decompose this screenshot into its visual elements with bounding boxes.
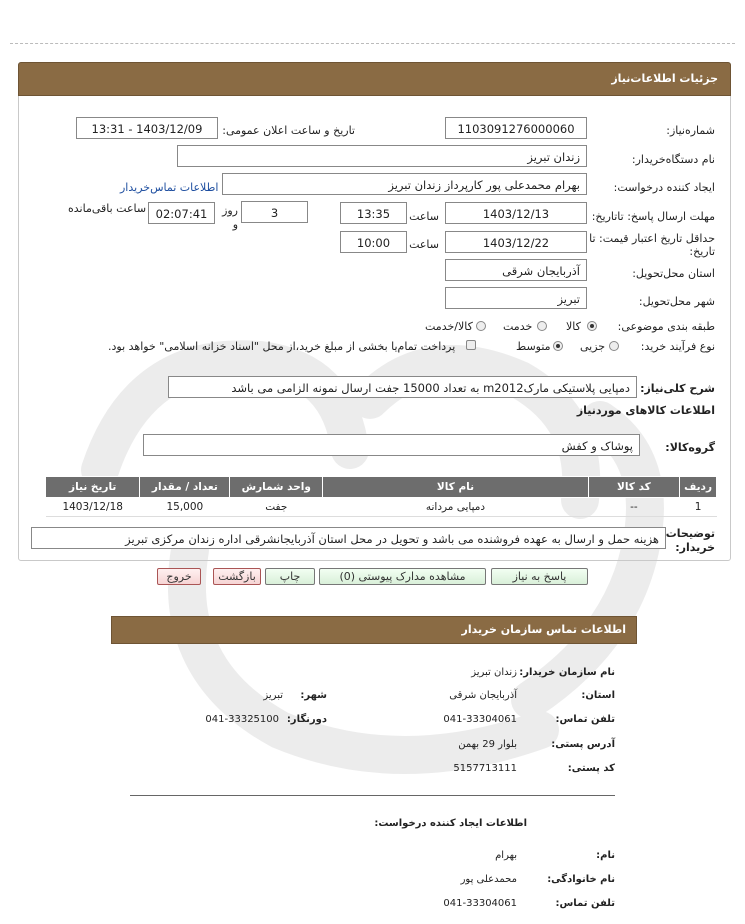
category-label: طبقه بندی موضوعی: <box>617 320 715 333</box>
contact-city-label: شهر: <box>300 690 327 701</box>
attachments-button[interactable]: مشاهده مدارک پیوستی (0) <box>319 568 486 585</box>
validity-time-field: 10:00 <box>340 231 407 253</box>
contact-postal-value: 5157713111 <box>453 763 517 774</box>
contact-phone-label: تلفن تماس: <box>555 714 615 725</box>
contact-org-label: نام سازمان خریدار: <box>519 667 615 678</box>
contact-province-label: استان: <box>581 690 615 701</box>
city-label: شهر محل‌تحویل: <box>638 295 715 308</box>
deadline-time-field: 13:35 <box>340 202 407 224</box>
contact-address-value: بلوار 29 بهمن <box>458 739 517 750</box>
validity-label: حداقل تاریخ اعتبار قیمت: تا تاریخ: <box>589 232 715 258</box>
validity-date-field: 1403/12/22 <box>445 231 587 253</box>
contact-header-title: اطلاعات تماس سازمان خریدار <box>461 623 626 636</box>
goods-group-field: پوشاک و کفش <box>143 434 640 456</box>
cell-unit: جفت <box>230 498 323 517</box>
table-row <box>46 498 717 517</box>
process-partial-radio[interactable] <box>609 341 619 351</box>
col-name: نام کالا <box>323 477 588 498</box>
reply-button[interactable]: پاسخ به نیاز <box>491 568 588 585</box>
description-label: شرح کلی‌نیاز: <box>640 382 715 395</box>
details-header-title: جزئیات اطلاعات‌نیاز <box>611 72 718 85</box>
category-goods-label: کالا <box>566 320 581 333</box>
creator-info-title: اطلاعات ایجاد کننده درخواست: <box>374 818 527 829</box>
announce-label: تاریخ و ساعت اعلان عمومی: <box>222 124 355 137</box>
category-goods-service-radio[interactable] <box>476 321 486 331</box>
remaining-time-field: 02:07:41 <box>148 202 215 224</box>
category-service-radio[interactable] <box>537 321 547 331</box>
creator-phone-value: 041-33304061 <box>443 898 517 909</box>
process-medium-label: متوسط <box>516 340 551 353</box>
contact-fax-value: 041-33325100 <box>205 714 279 725</box>
back-button[interactable]: بازگشت <box>213 568 261 585</box>
deadline-time-label: ساعت <box>409 210 439 223</box>
province-field: آذربایجان شرقی <box>445 259 587 281</box>
col-row: ردیف <box>680 477 717 498</box>
process-medium-radio[interactable] <box>553 341 563 351</box>
items-table <box>45 476 717 517</box>
category-service-label: خدمت <box>503 320 533 333</box>
need-number-label: شماره‌نیاز: <box>666 124 715 137</box>
goods-info-title: اطلاعات کالاهای موردنیاز <box>576 404 715 417</box>
city-field: تبریز <box>445 287 587 309</box>
announce-field: 1403/12/09 - 13:31 <box>76 117 218 139</box>
province-label: استان محل‌تحویل: <box>632 267 715 280</box>
remaining-label: ساعت باقی‌مانده <box>68 202 147 215</box>
treasury-checkbox[interactable] <box>466 340 476 350</box>
exit-button[interactable]: خروج <box>157 568 201 585</box>
process-partial-label: جزیی <box>580 340 606 353</box>
col-date: تاریخ نیاز <box>46 477 140 498</box>
buyer-org-field: زندان تبریز <box>177 145 587 167</box>
details-header <box>18 62 731 96</box>
creator-name-value: بهرام <box>495 850 517 861</box>
table-header-row <box>46 477 717 498</box>
buyer-contact-link[interactable]: اطلاعات تماس‌خریدار <box>120 181 219 194</box>
contact-header <box>111 616 637 644</box>
and-label: و <box>232 218 238 231</box>
cell-code: -- <box>588 498 679 517</box>
creator-family-label: نام خانوادگی: <box>547 874 615 885</box>
days-field: 3 <box>241 201 308 223</box>
creator-phone-label: تلفن تماس: <box>555 898 615 909</box>
contact-address-label: آدرس پستی: <box>551 739 615 750</box>
deadline-label: مهلت ارسال پاسخ: تاتاریخ: <box>591 210 715 223</box>
contact-divider <box>130 795 615 796</box>
contact-postal-label: کد پستی: <box>567 763 615 774</box>
category-goods-service-label: کالا/خدمت <box>425 320 473 333</box>
col-qty: تعداد / مقدار <box>140 477 230 498</box>
category-goods-radio[interactable] <box>587 321 597 331</box>
cell-name: دمپایی مردانه <box>323 498 588 517</box>
deadline-date-field: 1403/12/13 <box>445 202 587 224</box>
creator-label: ایجاد کننده درخواست: <box>613 181 715 194</box>
process-label: نوع فرآیند خرید: <box>640 340 715 353</box>
creator-family-value: محمدعلی پور <box>460 874 517 885</box>
creator-field: بهرام محمدعلی پور کارپرداز زندان تبریز <box>222 173 587 195</box>
days-label: روز <box>222 204 238 217</box>
top-divider <box>10 43 735 44</box>
cell-qty: 15,000 <box>140 498 230 517</box>
col-unit: واحد شمارش <box>230 477 323 498</box>
goods-group-label: گروه‌کالا: <box>665 441 715 454</box>
contact-phone-value: 041-33304061 <box>443 714 517 725</box>
print-button[interactable]: چاپ <box>265 568 315 585</box>
buyer-notes-label: توضیحات خریدار: <box>665 527 715 554</box>
col-code: کد کالا <box>588 477 679 498</box>
contact-city-value: تبریز <box>263 690 283 701</box>
description-field: دمپایی پلاستیکی مارکm2012 به تعداد 15000 جفت ارسال نمونه الزامی می باشد <box>168 376 637 398</box>
creator-name-label: نام: <box>596 850 615 861</box>
buyer-org-label: نام دستگاه‌خریدار: <box>631 153 715 166</box>
contact-fax-label: دورنگار: <box>286 714 327 725</box>
payment-note: پرداخت تمام‌یا بخشی از مبلغ خرید،از محل "اسناد خزانه اسلامی" خواهد بود. <box>108 340 456 353</box>
contact-province-value: آذربایجان شرقی <box>449 690 517 701</box>
buyer-notes-field: هزینه حمل و ارسال به عهده فروشنده می باشد و تحویل در محل استان آذربایجانشرقی اداره زندان مرکزی تبریز <box>31 527 666 549</box>
validity-time-label: ساعت <box>409 238 439 251</box>
contact-org-value: زندان تبریز <box>471 667 517 678</box>
cell-row: 1 <box>680 498 717 517</box>
cell-date: 1403/12/18 <box>46 498 140 517</box>
need-number-field: 1103091276000060 <box>445 117 587 139</box>
